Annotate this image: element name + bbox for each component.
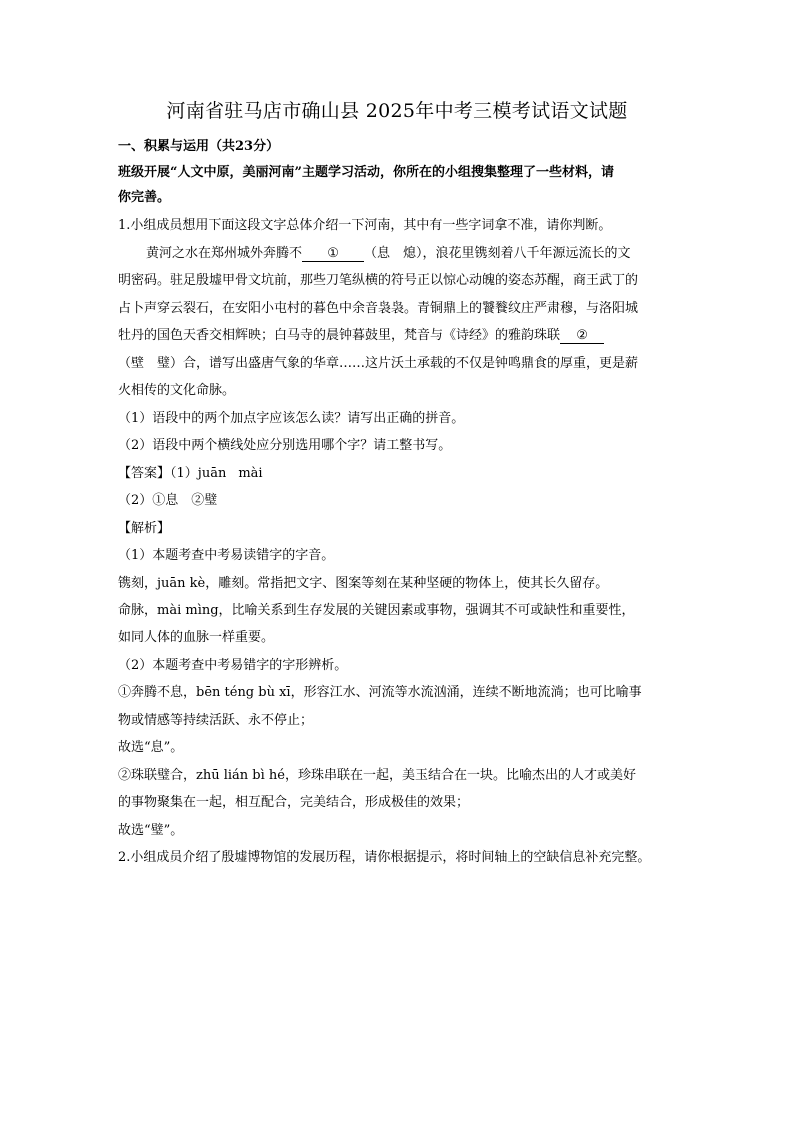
page-title: 河南省驻马店市确山县 2025年中考三模考试语文试题: [166, 100, 628, 122]
passage-text: 黄河之水在郑州城外奔腾不: [146, 246, 303, 261]
analysis-line: 故选“璧”。: [118, 823, 184, 838]
answer-1-pinyin-a: （1）juān: [170, 466, 227, 481]
answer-label: 【答案】: [118, 466, 171, 481]
analysis-line: 命脉，mài mìng，比喻关系到生存发展的关键因素或事物，强调其不可或缺性和重要性，: [118, 603, 635, 618]
passage-text: 牡丹的国色天香交相辉映；白马寺的晨钟暮鼓里，梵音与《诗经》的雅韵珠联: [118, 328, 561, 343]
passage-line-3: 占卜声穿云裂石，在安阳小屯村的暮色中余音袅袅。青铜鼎上的饕餮纹庄严肃穆，与洛阳城: [118, 301, 639, 316]
answer-line-1: [118, 465, 263, 483]
analysis-line: 如同人体的血脉一样重要。: [118, 630, 275, 645]
analysis-line: ②珠联璧合，zhū lián bì hé，珍珠串联在一起，美玉结合在一块。比喻杰出的人才或美好: [118, 768, 636, 783]
answer-line-2: （2）①息 ②璧: [118, 493, 218, 508]
passage-line-1: [146, 245, 631, 263]
passage-line-2: 明密码。驻足殷墟甲骨文坑前，那些刀笔纵横的符号正以惊心动魄的姿态苏醒，商王武丁的: [118, 273, 639, 288]
passage-line-5: （壁 璧）合，谱写出盛唐气象的华章……这片沃土承载的不仅是钟鸣鼎食的厚重，更是薪: [118, 356, 639, 371]
analysis-line: （1）本题考查中考易读错字的字音。: [118, 548, 335, 563]
analysis-line: 的事物聚集在一起，相互配合，完美结合，形成极佳的效果；: [118, 795, 470, 810]
passage-text: （息 熄），浪花里镌刻着八千年源远流长的文: [364, 246, 631, 261]
sub-question-2: （2）语段中两个横线处应分别选用哪个字？请工整书写。: [118, 438, 452, 453]
question-2-stem: 2.小组成员介绍了殷墟博物馆的发展历程，请你根据提示，将时间轴上的空缺信息补充完整。: [118, 850, 651, 865]
analysis-label: 【解析】: [118, 521, 171, 536]
sub-question-1: （1）语段中的两个加点字应该怎么读？请写出正确的拼音。: [118, 411, 465, 426]
fill-blank-1: ①: [302, 246, 364, 262]
question-1-stem: 1.小组成员想用下面这段文字总体介绍一下河南，其中有一些字词拿不准，请你判断。: [118, 218, 612, 233]
analysis-line: （2）本题考查中考易错字的字形辨析。: [118, 658, 348, 673]
fill-blank-2: ②: [560, 328, 604, 344]
section-intro-line-2: 你完善。: [118, 190, 171, 205]
analysis-line: 物或情感等持续活跃、永不停止；: [118, 713, 314, 728]
analysis-line: ①奔腾不息，bēn téng bù xī，形容江水、河流等水流汹涌，连续不断地流淌；也可比喻事: [118, 685, 642, 700]
section-intro-line-1: 班级开展“人文中原，美丽河南”主题学习活动，你所在的小组搜集整理了一些材料，请: [118, 165, 614, 180]
analysis-line: 故选“息”。: [118, 740, 184, 755]
passage-line-6: 火相传的文化命脉。: [118, 383, 236, 398]
answer-1-pinyin-b: mài: [238, 466, 263, 481]
passage-line-4: [118, 327, 604, 345]
analysis-line: 镌刻，juān kè，雕刻。常指把文字、图案等刻在某种坚硬的物体上，使其长久留存。: [118, 576, 609, 591]
section-heading: 一、积累与运用（共23分）: [118, 139, 280, 154]
